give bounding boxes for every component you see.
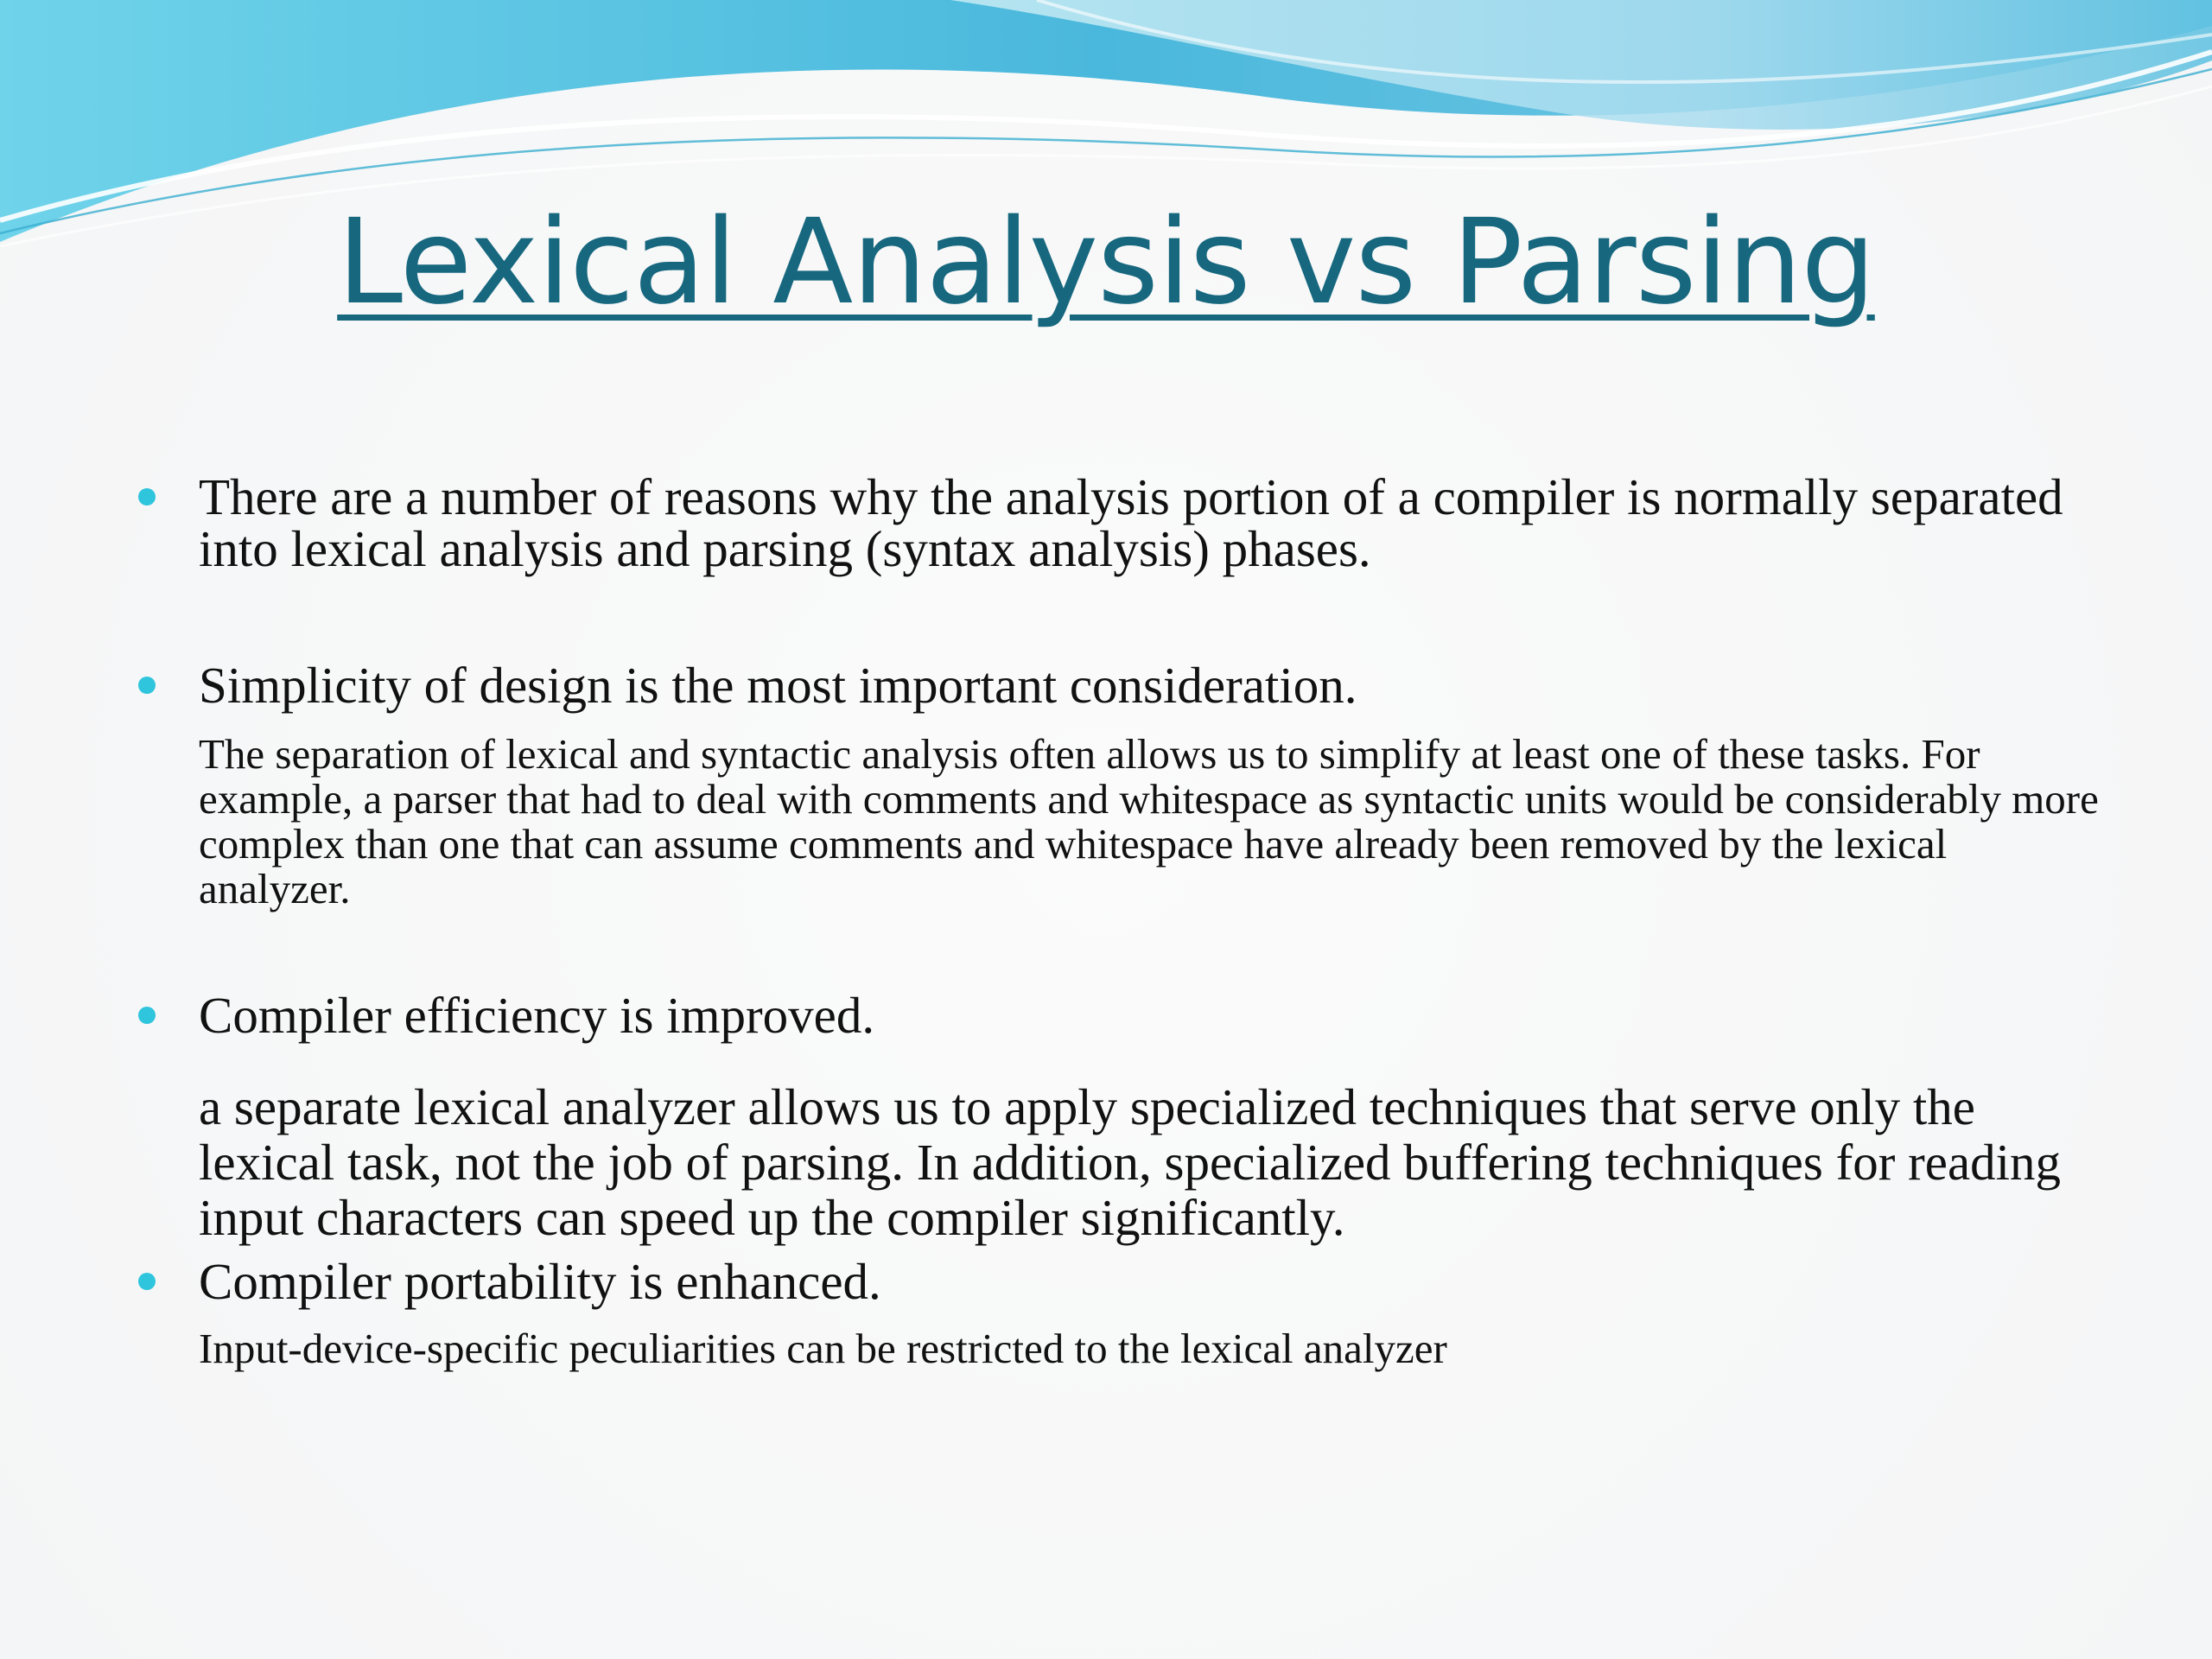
bullet-dot-icon bbox=[138, 1007, 156, 1024]
bullet-text: Simplicity of design is the most important consideration. bbox=[199, 657, 1357, 714]
bullet-list bbox=[130, 468, 2100, 1372]
bullet-text: Compiler efficiency is improved. bbox=[199, 987, 875, 1044]
bullet-detail: a separate lexical analyzer allows us to apply specialized techniques that serve only the lexical task, not the job of parsing. In addition, specialized buffering techniques for reading input characters can speed up the compiler significantly. bbox=[199, 1078, 2062, 1246]
bullet-text: Compiler portability is enhanced. bbox=[199, 1253, 881, 1310]
bullet-item-portability bbox=[130, 1255, 2100, 1371]
bullet-detail: The separation of lexical and syntactic analysis often allows us to simplify at least one of these tasks. For example, a parser that had to deal with comments and whitespace as syntactic units would be considerably more complex than one that can assume comments and whitespace have already been removed by the lexical analyzer. bbox=[199, 730, 2099, 912]
bullet-item-efficiency bbox=[130, 989, 2100, 1245]
bullet-item-reasons bbox=[130, 468, 2100, 577]
bullet-detail: Input-device-specific peculiarities can be restricted to the lexical analyzer bbox=[199, 1325, 1447, 1372]
bullet-item-simplicity bbox=[130, 659, 2100, 912]
bullet-text: There are a number of reasons why the analysis portion of a compiler is normally separated into lexical analysis and parsing (syntax analysis) phases. bbox=[199, 468, 2063, 577]
bullet-dot-icon bbox=[138, 1273, 156, 1290]
bullet-dot-icon bbox=[138, 488, 156, 505]
slide-title: Lexical Analysis vs Parsing bbox=[337, 194, 1875, 331]
bullet-dot-icon bbox=[138, 677, 156, 694]
